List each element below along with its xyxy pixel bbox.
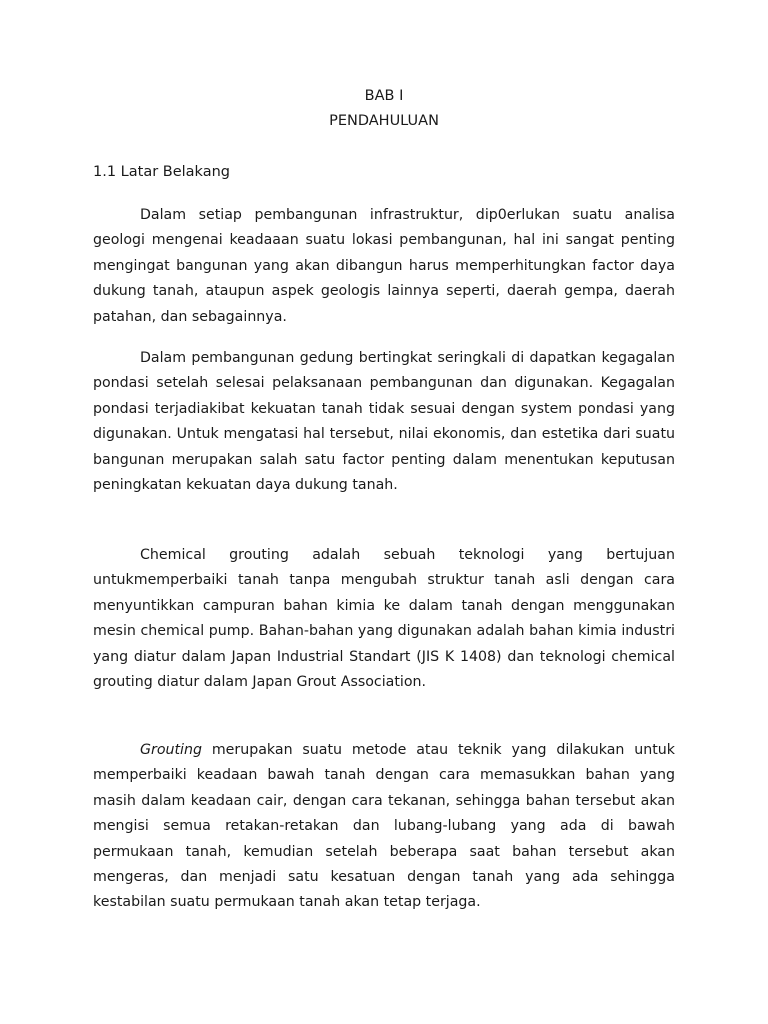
paragraph-1-block	[93, 203, 675, 330]
paragraph-4-block	[93, 738, 675, 916]
paragraph-4	[93, 738, 675, 916]
paragraph-2: Dalam pembangunan gedung bertingkat seringkali di dapatkan kegagalan pondasi setelah selesai pelaksanaan pembangunan dan digunakan. Kegagalan pondasi terjadiakibat kekuatan tanah tidak sesuai dengan system pondasi yang digunakan. Untuk mengatasi hal tersebut, nilai ekonomis, dan estetika dari suatu bangunan merupakan salah satu factor penting dalam menentukan keputusan peningkatan kekuatan daya dukung tanah.	[93, 350, 675, 494]
section-heading: 1.1 Latar Belakang	[93, 164, 230, 180]
paragraph-3: Chemical grouting adalah sebuah teknologi yang bertujuan untukmemperbaiki tanah tanpa mengubah struktur tanah asli dengan cara menyuntikkan campuran bahan kimia ke dalam tanah dengan menggunakan mesin chemical pump. Bahan-bahan yang digunakan adalah bahan kimia industri yang diatur dalam Japan Industrial Standart (JIS K 1408) dan teknologi chemical grouting diatur dalam Japan Grout Association.	[93, 547, 675, 691]
paragraph-3-block	[93, 543, 675, 695]
chapter-title: PENDAHULUAN	[329, 113, 439, 129]
grouting-term: Grouting	[140, 742, 203, 758]
chapter-number: BAB I	[364, 88, 404, 104]
paragraph-4-text: merupakan suatu metode atau teknik yang dilakukan untuk memperbaiki keadaan bawah tanah dengan cara memasukkan bahan yang masih dalam keadaan cair, dengan cara tekanan, sehingga bahan tersebut akan mengisi semua retakan-retakan dan lubang-lubang yang ada di bawah permukaan tanah, kemudian setelah beberapa saat bahan tersebut akan mengeras, dan menjadi satu kesatuan dengan tanah yang ada sehingga kestabilan suatu permukaan tanah akan tetap terjaga.	[93, 742, 675, 911]
paragraph-1: Dalam setiap pembangunan infrastruktur, dip0erlukan suatu analisa geologi mengenai keadaaan suatu lokasi pembangunan, hal ini sangat penting mengingat bangunan yang akan dibangun harus memperhitungkan factor daya dukung tanah, ataupun aspek geologis lainnya seperti, daerah gempa, daerah patahan, dan sebagainnya.	[93, 207, 675, 325]
paragraph-2-block	[93, 346, 675, 498]
